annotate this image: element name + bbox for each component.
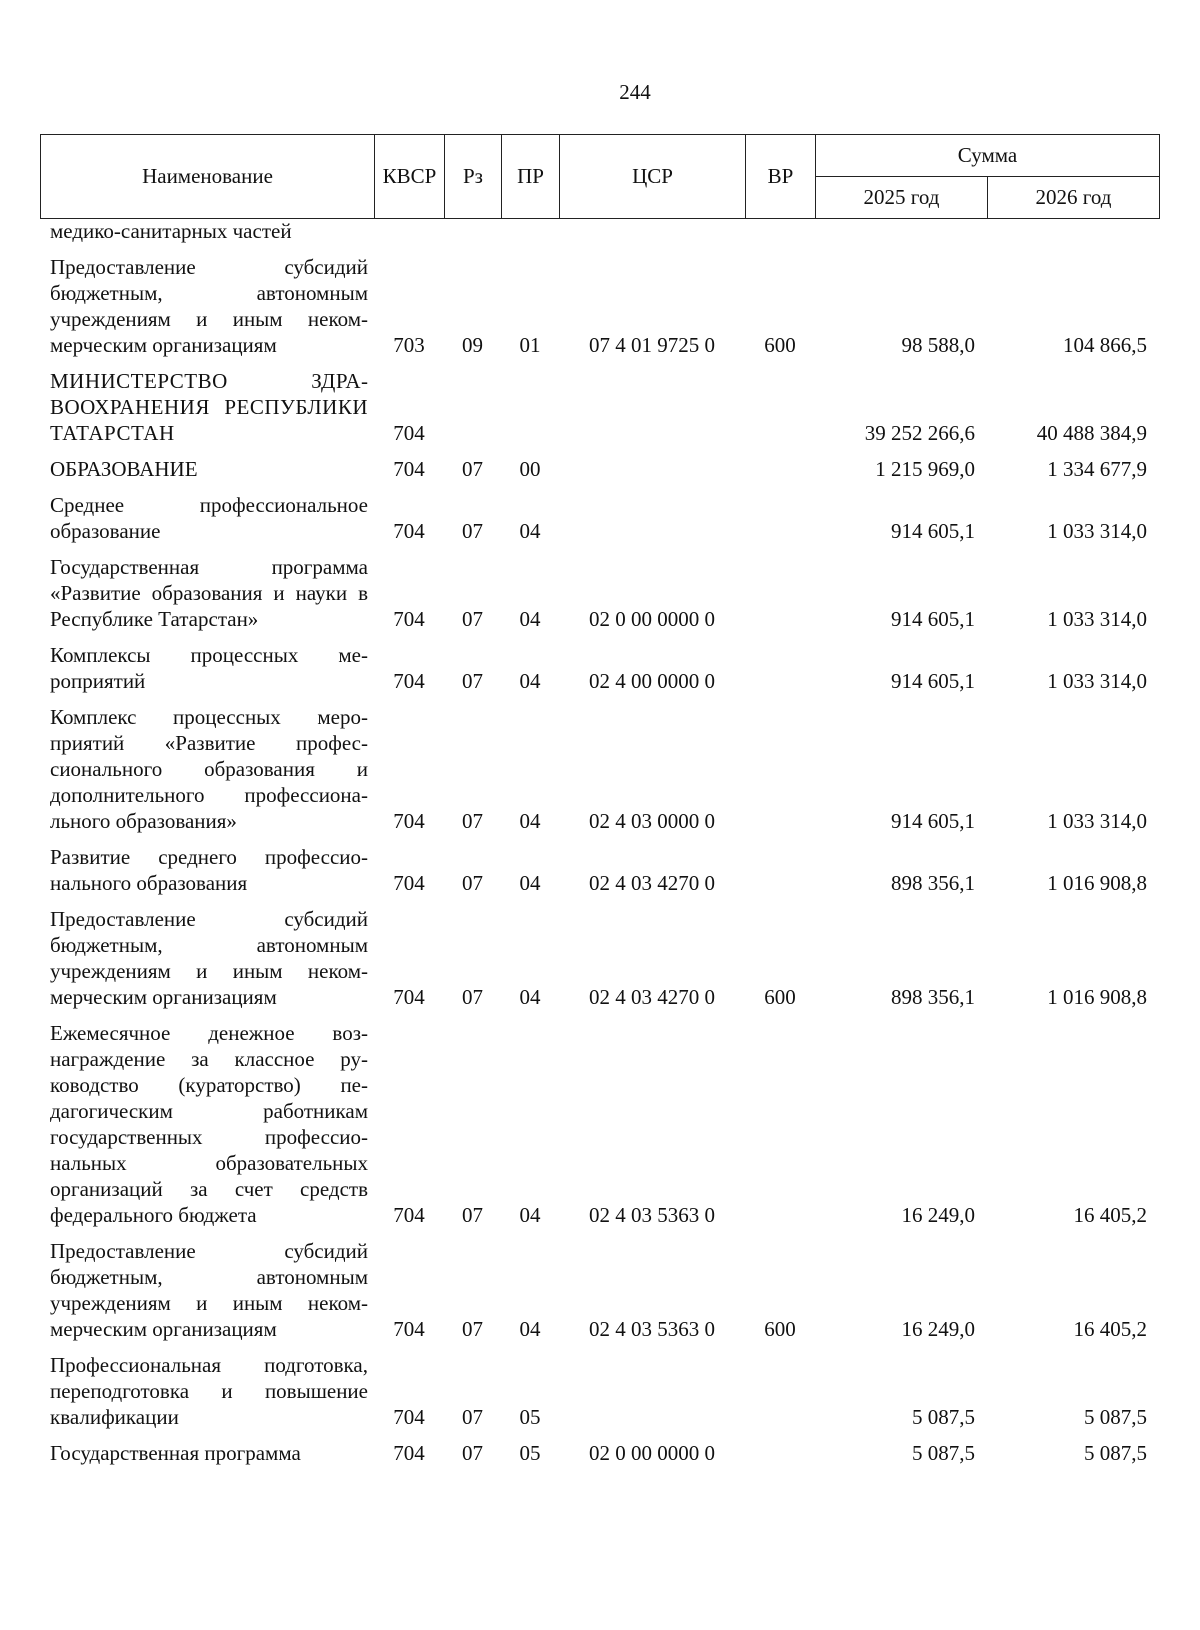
- cell-name: Предоставление субсидий бюджетным, автономным учреждениям и иным некоммерческим организациям: [50, 1239, 368, 1341]
- cell-vr: 600: [764, 1317, 796, 1341]
- cell-vr: [745, 446, 815, 482]
- cell-2025: 914 605,1: [891, 669, 975, 693]
- cell-pr: 05: [519, 1441, 541, 1465]
- cell-vr: [745, 1430, 815, 1466]
- cell-name: Предоставление субсидий бюджетным, автономным учреждениям и иным некоммерческим организациям: [50, 907, 368, 1009]
- cell-kvsr: 704: [393, 607, 425, 631]
- cell-rz: 07: [462, 1441, 483, 1465]
- cell-kvsr: 704: [393, 1441, 425, 1465]
- cell-vr: [745, 544, 815, 632]
- cell-vr: 600: [764, 985, 796, 1009]
- cell-kvsr: 704: [393, 1317, 425, 1341]
- cell-kvsr: 704: [393, 519, 425, 543]
- cell-rz: 07: [462, 985, 483, 1009]
- cell-pr: 04: [519, 1317, 541, 1341]
- cell-2025: 914 605,1: [891, 607, 975, 631]
- table-row: [40, 244, 1159, 358]
- cell-kvsr: 704: [393, 457, 425, 481]
- cell-2025: 914 605,1: [891, 809, 975, 833]
- table-row: [40, 1228, 1159, 1342]
- header-vr: ВР: [746, 135, 816, 219]
- cell-2026: 16 405,2: [1073, 1203, 1147, 1227]
- cell-csr: 02 4 03 4270 0: [589, 871, 715, 895]
- cell-2026: 1 016 908,8: [1047, 985, 1147, 1009]
- cell-rz: 07: [462, 457, 483, 481]
- cell-vr: [745, 1342, 815, 1430]
- table-row: [40, 632, 1159, 694]
- cell-rz: 07: [462, 1203, 483, 1227]
- cell-2025: 16 249,0: [901, 1317, 975, 1341]
- header-rz: Рз: [445, 135, 502, 219]
- cell-kvsr: 704: [393, 1405, 425, 1429]
- header-csr: ЦСР: [560, 135, 746, 219]
- cell-pr: 04: [519, 1203, 541, 1227]
- cell-2025: [815, 218, 987, 244]
- cell-2026: 104 866,5: [1063, 333, 1147, 357]
- cell-name: Ежемесячное денежное вознаграждение за классное руководство (кураторство) педагогическим работникам государственных профессиональных образовательных организаций за счет средств федерального бюджета: [50, 1021, 368, 1227]
- cell-csr: [559, 358, 745, 446]
- cell-kvsr: 704: [393, 421, 425, 445]
- cell-csr: 02 4 03 5363 0: [589, 1317, 715, 1341]
- table-row: [40, 358, 1159, 446]
- cell-rz: 09: [462, 333, 483, 357]
- cell-2026: 1 033 314,0: [1047, 669, 1147, 693]
- cell-csr: 02 4 03 0000 0: [589, 809, 715, 833]
- table-row: [40, 1342, 1159, 1430]
- cell-csr: 02 0 00 0000 0: [589, 1441, 715, 1465]
- cell-csr: [559, 218, 745, 244]
- cell-csr: 07 4 01 9725 0: [589, 333, 715, 357]
- cell-vr: [745, 632, 815, 694]
- cell-2026: [987, 218, 1159, 244]
- cell-pr: 05: [519, 1405, 541, 1429]
- cell-kvsr: 704: [393, 871, 425, 895]
- table-row: [40, 1010, 1159, 1228]
- cell-name: Среднее профессиональное образование: [50, 493, 368, 543]
- cell-2025: 1 215 969,0: [875, 457, 975, 481]
- cell-name: Развитие среднего профессионального образования: [50, 845, 368, 895]
- cell-2026: 40 488 384,9: [1036, 421, 1147, 445]
- page-number: 244: [619, 80, 651, 104]
- cell-csr: 02 4 00 0000 0: [589, 669, 715, 693]
- cell-pr: 00: [519, 457, 541, 481]
- cell-vr: [745, 218, 815, 244]
- cell-name: Государственная программа: [50, 1441, 301, 1465]
- cell-2026: 1 334 677,9: [1047, 457, 1147, 481]
- cell-csr: [559, 1342, 745, 1430]
- cell-csr: 02 4 03 5363 0: [589, 1203, 715, 1227]
- cell-csr: 02 0 00 0000 0: [589, 607, 715, 631]
- table-body: [40, 218, 1159, 1466]
- cell-pr: 04: [519, 669, 541, 693]
- cell-rz: 07: [462, 1405, 483, 1429]
- cell-pr: 04: [519, 809, 541, 833]
- cell-kvsr: [374, 218, 444, 244]
- cell-rz: 07: [462, 871, 483, 895]
- cell-vr: 600: [764, 333, 796, 357]
- table-row: [40, 694, 1159, 834]
- cell-kvsr: 703: [393, 333, 425, 357]
- cell-2025: 898 356,1: [891, 871, 975, 895]
- cell-2026: 16 405,2: [1073, 1317, 1147, 1341]
- table-row: [40, 218, 1159, 244]
- cell-rz: [444, 358, 501, 446]
- cell-rz: [444, 218, 501, 244]
- cell-rz: 07: [462, 519, 483, 543]
- cell-2026: 5 087,5: [1084, 1441, 1147, 1465]
- table-row: [40, 544, 1159, 632]
- cell-vr: [745, 1010, 815, 1228]
- cell-name: Государственная программа «Развитие образования и науки в Республике Татарстан»: [50, 555, 368, 631]
- cell-2025: 16 249,0: [901, 1203, 975, 1227]
- cell-pr: 04: [519, 607, 541, 631]
- table-row: [40, 896, 1159, 1010]
- cell-pr: 04: [519, 519, 541, 543]
- cell-name: медико-санитарных частей: [50, 219, 292, 243]
- table-row: [40, 446, 1159, 482]
- cell-rz: 07: [462, 669, 483, 693]
- cell-name: ОБРАЗОВАНИЕ: [50, 457, 198, 481]
- cell-pr: 04: [519, 871, 541, 895]
- cell-rz: 07: [462, 607, 483, 631]
- cell-name: Комплекс процессных мероприятий «Развитие профессионального образования и дополнительного профессионального образования»: [50, 705, 368, 833]
- cell-2026: 1 016 908,8: [1047, 871, 1147, 895]
- cell-name: МИНИСТЕРСТВО ЗДРАВООХРАНЕНИЯ РЕСПУБЛИКИ ТАТАРСТАН: [50, 369, 368, 445]
- table-header: [40, 134, 1160, 219]
- cell-pr: [501, 218, 559, 244]
- cell-name: Комплексы процессных мероприятий: [50, 643, 368, 693]
- cell-2026: 5 087,5: [1084, 1405, 1147, 1429]
- header-name: Наименование: [41, 135, 375, 219]
- cell-kvsr: 704: [393, 669, 425, 693]
- cell-kvsr: 704: [393, 1203, 425, 1227]
- header-sum: Сумма: [816, 135, 1160, 177]
- header-year-2026: 2026 год: [988, 177, 1160, 219]
- cell-pr: [501, 358, 559, 446]
- table-row: [40, 482, 1159, 544]
- cell-kvsr: 704: [393, 985, 425, 1009]
- cell-pr: 04: [519, 985, 541, 1009]
- cell-vr: [745, 482, 815, 544]
- cell-rz: 07: [462, 809, 483, 833]
- header-pr: ПР: [502, 135, 560, 219]
- cell-2025: 98 588,0: [901, 333, 975, 357]
- cell-2025: 5 087,5: [912, 1441, 975, 1465]
- table-row: [40, 1430, 1159, 1466]
- header-kvsr: КВСР: [375, 135, 445, 219]
- cell-kvsr: 704: [393, 809, 425, 833]
- cell-2026: 1 033 314,0: [1047, 519, 1147, 543]
- cell-name: Предоставление субсидий бюджетным, автономным учреждениям и иным некоммерческим организациям: [50, 255, 368, 357]
- table-row: [40, 834, 1159, 896]
- cell-2026: 1 033 314,0: [1047, 607, 1147, 631]
- cell-pr: 01: [519, 333, 541, 357]
- cell-rz: 07: [462, 1317, 483, 1341]
- cell-csr: [559, 482, 745, 544]
- cell-2025: 5 087,5: [912, 1405, 975, 1429]
- cell-name: Профессиональная подготовка, переподготовка и повышение квалификации: [50, 1353, 368, 1429]
- cell-vr: [745, 358, 815, 446]
- cell-vr: [745, 694, 815, 834]
- cell-2025: 39 252 266,6: [864, 421, 975, 445]
- cell-csr: [559, 446, 745, 482]
- header-year-2025: 2025 год: [816, 177, 988, 219]
- cell-csr: 02 4 03 4270 0: [589, 985, 715, 1009]
- cell-2025: 898 356,1: [891, 985, 975, 1009]
- cell-2026: 1 033 314,0: [1047, 809, 1147, 833]
- cell-vr: [745, 834, 815, 896]
- cell-2025: 914 605,1: [891, 519, 975, 543]
